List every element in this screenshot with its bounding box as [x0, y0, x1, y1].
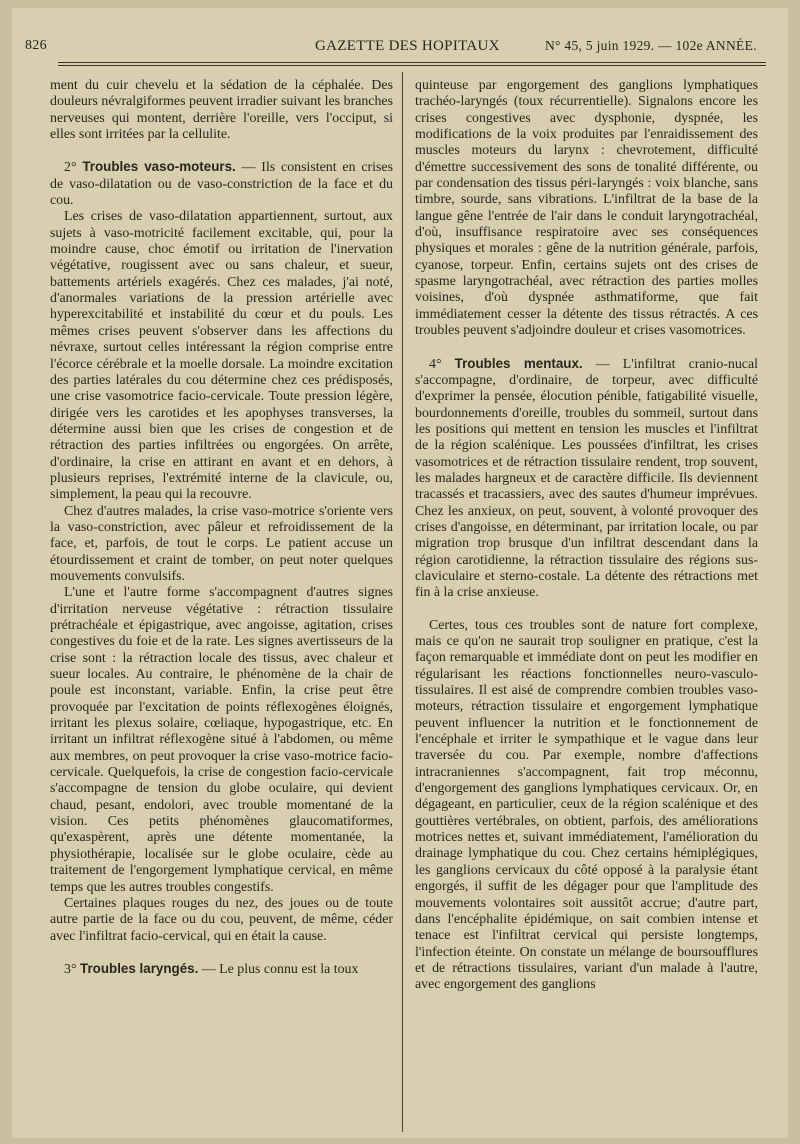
issue-info: N° 45, 5 juin 1929. — 102e ANNÉE. — [545, 38, 757, 53]
paragraph-continued: ment du cuir chevelu et la sédation de la céphalée. Des douleurs névralgiformes peuvent irradier suivant les branches nerveuses qui montent, derrière l'oreille, vers l'occiput, si elles sont irritées par la cellulite. — [50, 78, 393, 143]
section-paragraph — [50, 961, 393, 978]
section-number: 4° — [429, 356, 442, 372]
section-text: — Le plus connu est la toux — [201, 961, 359, 977]
page-number: 826 — [25, 38, 47, 53]
paragraph: Certes, tous ces troubles sont de nature fort complexe, mais ce qu'on ne saurait trop souligner en pratique, c'est la façon remarquable et immédiate dont on peut les modifier en régularisant les réactions fonctionnelles neuro-vasculo-tissulaires. Il est aisé de comprendre combien troubles vaso-moteurs, rétraction tissulaire et engorgement lymphatique peuvent influencer la nutrition et le fonctionnement de l'encéphale et irriter le sympathique et le vague dans leur traversée du cou. Par exemple, nombre d'affections intracraniennes s'accompagnent, fait trop méconnu, d'engorgement des ganglions lymphatiques cervicaux. Or, en dégageant, en particulier, ceux de la région scalénique et des gouttières vertébrales, on obtient, parfois, des améliorations motrices nettes et, suivant immédiatement, l'amélioration du drainage lymphatique du cou. Chez certains hémiplégiques, les ganglions cervicaux du côté opposé à la paralysie étant engorgés, il suffit de les dégager pour que l'amplitude des mouvements volontaires soit aussitôt accrue; d'autre part, dans l'encéphalite épidémique, on sait combien intense et tenace est l'infiltrat cervical qui persiste longtemps, l'infection éteinte. On constate un mélange de boursoufflures et de rétractions tissulaires, variant d'un malade à l'autre, avec engorgement des ganglions — [415, 617, 758, 993]
section-number: 2° — [64, 160, 77, 176]
section-paragraph — [50, 159, 393, 209]
paragraph: L'une et l'autre forme s'accompagnent d'autres signes d'irritation nerveuse végétative : rétraction tissulaire prétrachéale et épigastrique, avec angoisse, agitation, crises congestives du foie et de la rate. Les signes avertisseurs de la crise sont : la rétraction locale des tissus, avec chaleur et sueur locales. Au contraire, le phénomène de la chair de poule est inconstant, variable. Enfin, la crise peut être provoquée par l'excitation de points réflexogènes éloignés, irritant les plexus solaire, cœliaque, hypogastrique, etc. En irritant un infiltrat réflexogène situé à l'abdomen, ou même aux membres, on peut provoquer la crise vaso-motrice facio-cervicale. Quelquefois, la crise de congestion facio-cervicale s'accompagne de tension du globe oculaire, qui devient chaud, pesant, endolori, avec trouble momentané de la vision. Ces petits phénomènes glaucomatiformes, qu'exaspèrent, après une détente momentanée, la physiothérapie, localisée sur le globe oculaire, cède au traitement de l'engorgement lymphatique cervical, en même temps que les autres troubles congestifs. — [50, 585, 393, 895]
section-text: — L'infiltrat cranio-nucal s'accompagne, d'ordinaire, de torpeur, avec difficulté d'exprimer la pensée, élocution pénible, fatigabilité visuelle, bourdonnements d'oreille, troubles du sommeil, surtout dans les positions qui mettent en tension les muscles et l'infiltrat de la région scalénique. Les poussées d'infiltrat, les crises vasomotrices et de rétraction tissulaire rendent, trop souvent, les malades hargneux et de caractère difficile. Ils deviennent tracassés et tracassiers, avec des sautes d'humeur imprévues. Chez les anxieux, on peut, souvent, à volonté provoquer des crises d'angoisse, en déterminant, par irritation locale, ou par migration trop brusque d'un infiltrat descendant dans la région carotidienne, la rétraction tissulaire des régions sus-claviculaire et sterno-costale. La détente des rétractions met fin à la crise anxieuse. — [415, 356, 758, 601]
section-text: — Ils consistent en crises de vaso-dilatation ou de vaso-constriction de la face et du cou. — [50, 160, 393, 209]
paragraph: Chez d'autres malades, la crise vaso-motrice s'oriente vers la vaso-constriction, avec pâleur et refroidissement de la face, et, parfois, de tout le corps. Le patient accuse un étourdissement et craint de tomber, on peut noter quelques mouvements convulsifs. — [50, 503, 393, 584]
section-heading: Troubles laryngés. — [80, 960, 199, 976]
column-divider — [402, 72, 403, 1132]
paragraph: Les crises de vaso-dilatation appartiennent, surtout, aux sujets à vaso-motricité facilement excitable, qui, pour la moindre cause, choc émotif ou irritation de l'inervation végétative, rougissent avec ou sans chaleur, et sueur, battements artériels exagérés. Chez ces malades, j'ai noté, d'anormales variations de la pression artérielle avec hyperexcitabilité et instabilité du cœur et du pouls. Les mêmes crises peuvent s'observer dans les affections du névraxe, surtout celles intéressant la région comprise entre l'écorce cérébrale et la moelle dorsale. La moindre excitation des parties latérales du cou détermine chez ces prédisposés, une crise vasomotrice facio-cervicale. Toute pression légère, dirigée vers les carotides et les apophyses transverses, la détermine aussi bien que les crises de congestion et de rétraction des parties infiltrées ou engorgées. On arrête, d'ordinaire, la crise en attirant en avant et en dehors, à plusieurs reprises, l'extrémité interne de la clavicule, ou, simplement, la peau qui la recouvre. — [50, 209, 393, 503]
section-paragraph — [415, 356, 758, 602]
header-rule-top — [58, 62, 766, 63]
running-header — [25, 34, 765, 58]
right-column — [415, 78, 758, 994]
journal-title: GAZETTE DES HOPITAUX — [315, 38, 500, 54]
section-number: 3° — [64, 961, 77, 977]
section-heading: Troubles mentaux. — [454, 355, 583, 371]
header-rule-bottom — [58, 65, 766, 66]
section-heading: Troubles vaso-moteurs. — [82, 159, 236, 175]
paragraph-continued: quinteuse par engorgement des ganglions lymphatiques trachéo-laryngés (toux récurrentielle). Signalons encore les crises congestives avec dysphonie, dyspnée, les modifications de la voix produites par l'enraidissement des muscles moteurs du larynx : chevrotement, difficulté d'émettre successivement des sons de tonalité différente, ou par condensation des tissus péri-laryngés : voix blanche, sans timbre, sourde, sans vibrations. L'infiltrat de la base de la langue gêne l'entrée de l'air dans le conduit laryngotrachéal, d'où, insuffisance respiratoire avec ses conséquences physiques et morales : gêne de la nutrition générale, parfois, cyanose, torpeur. Enfin, certains sujets ont des crises de spasme laryngotrachéal, avec rétraction des parties molles voisines, d'où dyspnée asthmatiforme, que fait immédiatement cesser la détente des tissus rétractés. A ces troubles peuvent s'adjoindre douleur et crises vasomotrices. — [415, 78, 758, 339]
left-column — [50, 78, 393, 978]
paragraph: Certaines plaques rouges du nez, des joues ou de toute autre partie de la face ou du cou, peuvent, de même, céder avec l'infiltrat facio-cervical, qui en était la cause. — [50, 895, 393, 944]
